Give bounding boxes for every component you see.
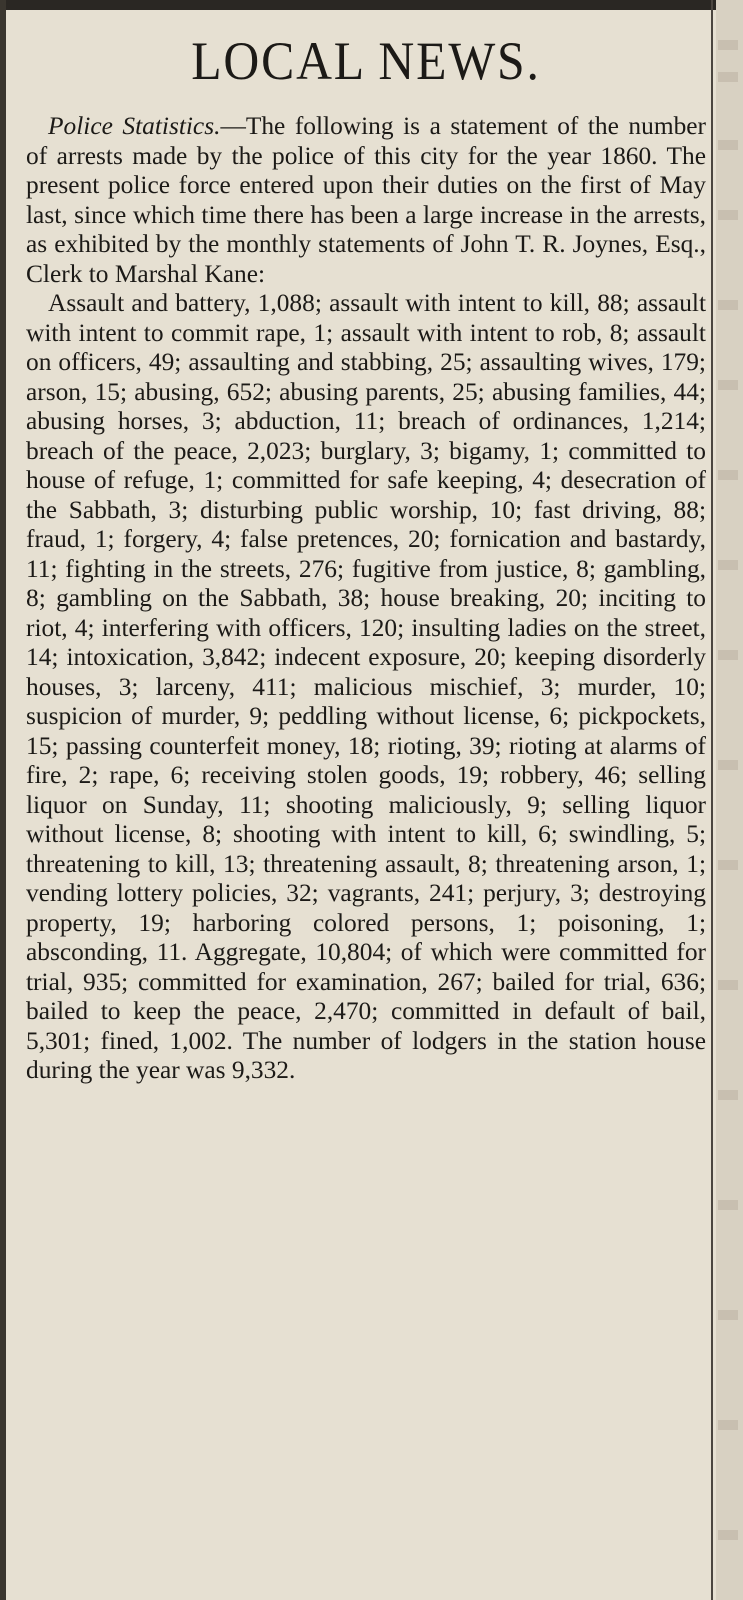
article-intro-paragraph bbox=[26, 112, 706, 289]
left-margin-edge bbox=[0, 0, 6, 1600]
news-column bbox=[26, 14, 706, 1594]
top-border-rule bbox=[0, 0, 743, 10]
police-statistics-article bbox=[26, 112, 706, 1086]
article-intro-text: —The following is a statement of the number of arrests made by the police of this city for the year 1860. The present police force entered upon their duties on the first of May last, since which time there has been a large increase in the arrests, as exhibited by the monthly statements of John T. R. Joynes, Esq., Clerk to Marshal Kane: bbox=[26, 112, 706, 288]
column-divider-rule bbox=[711, 0, 713, 1600]
adjacent-column-bleed bbox=[716, 0, 743, 1600]
section-headline: LOCAL NEWS. bbox=[191, 31, 541, 91]
article-kicker: Police Statistics. bbox=[48, 112, 221, 140]
article-body-paragraph: Assault and battery, 1,088; assault with intent to kill, 88; assault with intent to commit rape, 1; assault with intent to rob, 8; assault on officers, 49; assaulting and stabbing, 25; assaulting wives, 179; arson, 15; abusing, 652; abusing parents, 25; abusing families, 44; abusing horses, 3; abduction, 11; breach of ordinances, 1,214; breach of the peace, 2,023; burglary, 3; bigamy, 1; committed to house of refuge, 1; committed for safe keeping, 4; desecration of the Sabbath, 3; disturbing public worship, 10; fast driving, 88; fraud, 1; forgery, 4; false pretences, 20; fornication and bastardy, 11; fighting in the streets, 276; fugitive from justice, 8; gambling, 8; gambling on the Sabbath, 38; house breaking, 20; inciting to riot, 4; interfering with officers, 120; insulting ladies on the street, 14; intoxication, 3,842; indecent exposure, 20; keeping disorderly houses, 3; larceny, 411; malicious mischief, 3; murder, 10; suspicion of murder, 9; peddling without license, 6; pickpockets, 15; passing counterfeit money, 18; rioting, 39; rioting at alarms of fire, 2; rape, 6; receiving stolen goods, 19; robbery, 46; selling liquor on Sunday, 11; shooting maliciously, 9; selling liquor without license, 8; shooting with intent to kill, 6; swindling, 5; threatening to kill, 13; threatening assault, 8; threatening arson, 1; vending lottery policies, 32; vagrants, 241; perjury, 3; destroying property, 19; harboring colored persons, 1; poisoning, 1; absconding, 11. Aggregate, 10,804; of which were committed for trial, 935; committed for examination, 267; bailed for trial, 636; bailed to keep the peace, 2,470; committed in default of bail, 5,301; fined, 1,002. The number of lodgers in the station house during the year was 9,332. bbox=[26, 289, 706, 1084]
